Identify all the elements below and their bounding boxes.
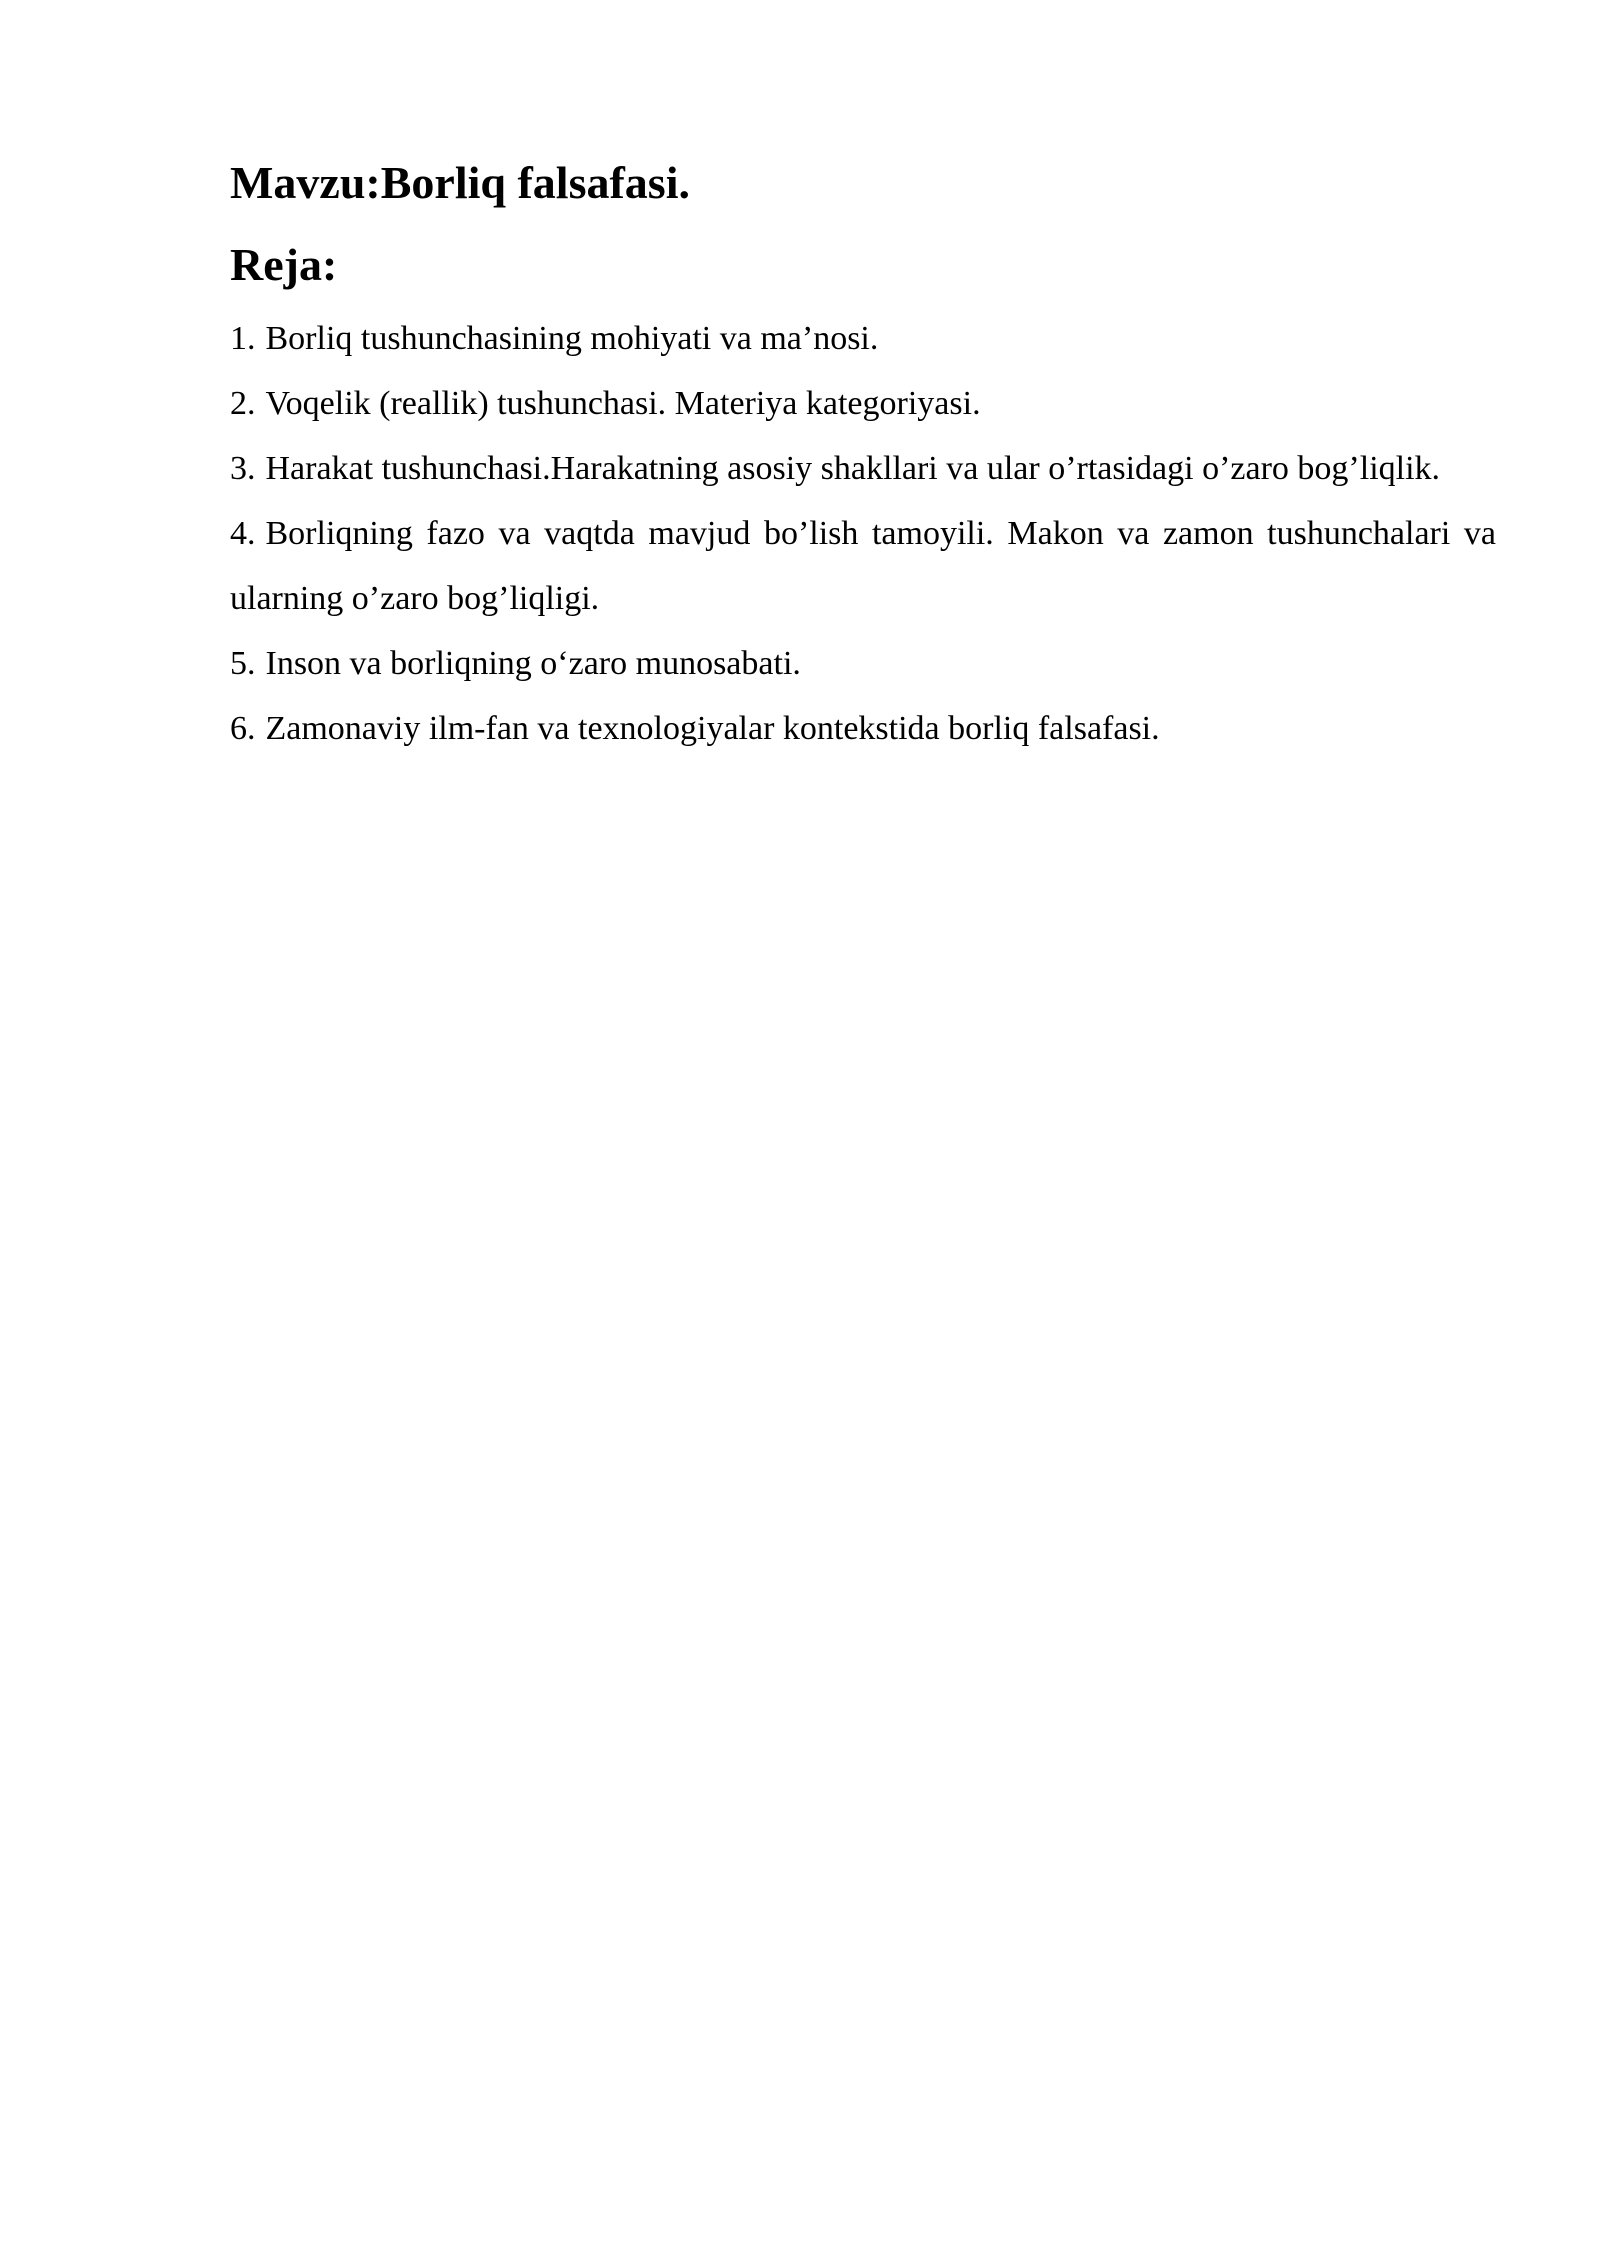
document-page (230, 148, 1496, 761)
plan-heading: Reja: (230, 239, 338, 290)
plan-list (230, 306, 1496, 761)
plan-item-number: 3. (230, 450, 256, 487)
plan-item-text: Borliq tushunchasining mohiyati va ma’nosi. (265, 320, 879, 357)
page-title: Mavzu:Borliq falsafasi. (230, 157, 690, 208)
plan-item (230, 696, 1496, 761)
plan-item-text: Voqelik (reallik) tushunchasi. Materiya kategoriyasi. (265, 385, 981, 422)
plan-item-text: Harakat tushunchasi.Harakatning asosiy shakllari va ular o’rtasidagi o’zaro bog’liqlik. (265, 450, 1441, 487)
plan-item-text: Zamonaviy ilm-fan va texnologiyalar kontekstida borliq falsafasi. (265, 710, 1160, 747)
plan-item (230, 436, 1496, 501)
plan-item (230, 371, 1496, 436)
plan-item-number: 2. (230, 385, 256, 422)
plan-item-number: 4. (230, 515, 256, 552)
plan-item-number: 6. (230, 710, 256, 747)
plan-item (230, 306, 1496, 371)
plan-item (230, 631, 1496, 696)
plan-item-text: Borliqning fazo va vaqtda mavjud bo’lish tamoyili. Makon va zamon tushunchalari va ularning o’zaro bog’liqligi. (230, 515, 1496, 617)
plan-item (230, 501, 1496, 631)
plan-item-number: 1. (230, 320, 256, 357)
plan-item-text: Inson va borliqning o‘zaro munosabati. (265, 645, 801, 682)
plan-item-number: 5. (230, 645, 256, 682)
